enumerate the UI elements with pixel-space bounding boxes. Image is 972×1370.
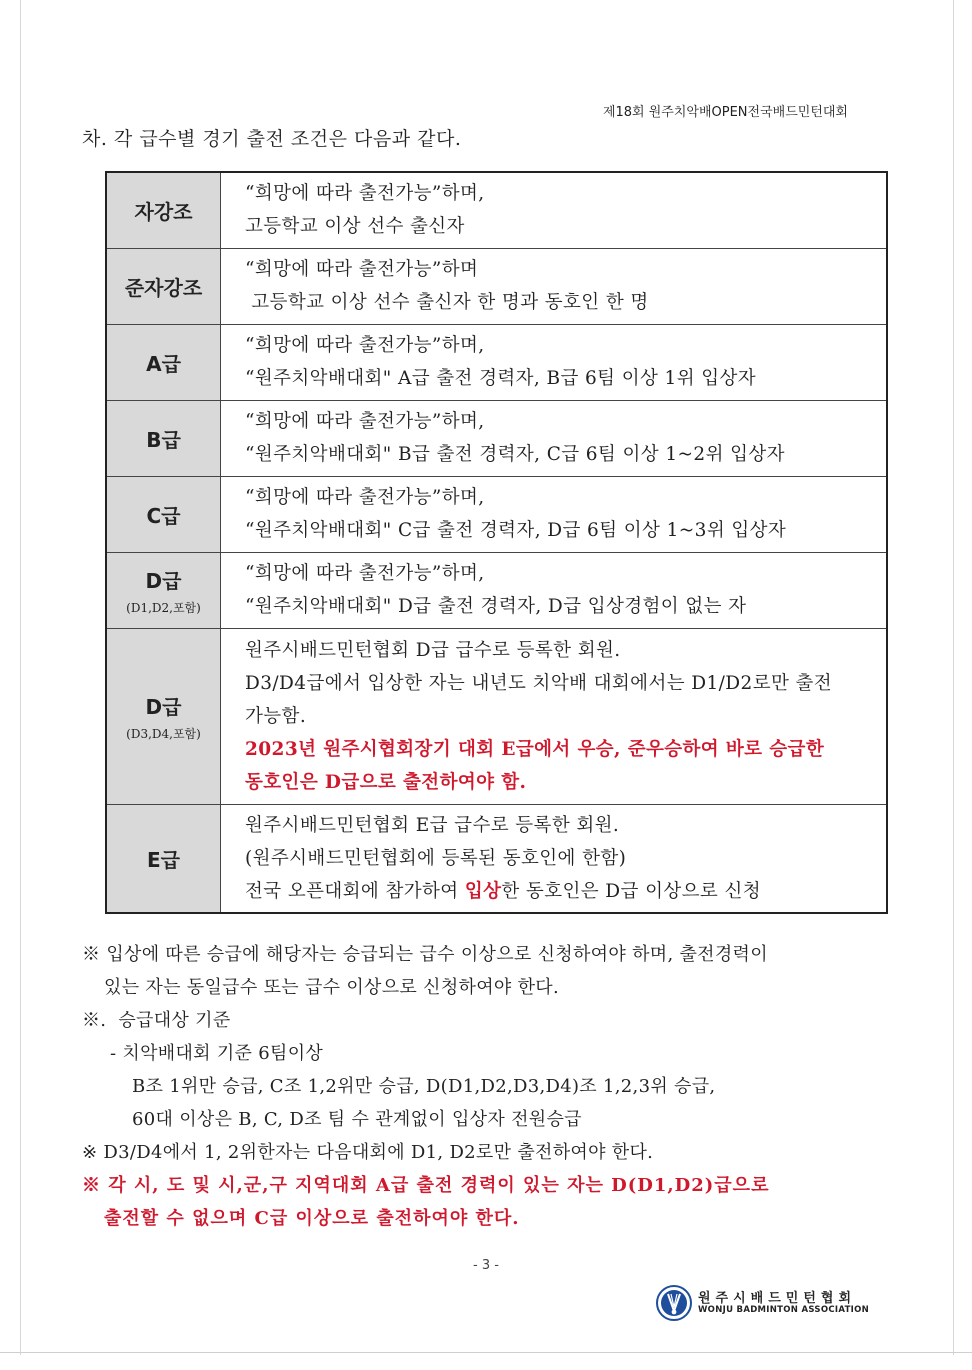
note-line: - 치악배대회 기준 6팀이상 <box>110 1043 324 1064</box>
page-divider <box>0 1352 972 1353</box>
association-name-en: WONJU BADMINTON ASSOCIATION <box>698 1305 870 1315</box>
grade-label: 자강조 <box>106 172 221 248</box>
grade-description: 원주시배드민턴협회 D급 급수로 등록한 회원. D3/D4급에서 입상한 자는 내년도 치악배 대회에서는 D1/D2로만 출전 가능함. 2023년 원주시협회장기 대회 E급에서 우승, 준우승하여 바로 승급한 동호인은 D급으로 출전하여야 함. <box>221 628 888 804</box>
section-intro: 차. 각 급수별 경기 출전 조건은 다음과 같다. <box>82 128 462 150</box>
notes-section <box>82 938 902 1235</box>
grade-label: C급 <box>106 476 221 552</box>
note-line: ※ 입상에 따른 승급에 해당자는 승급되는 급수 이상으로 신청하여야 하며, 출전경력이 <box>82 944 768 965</box>
table-row <box>106 248 887 324</box>
grade-sublabel: (D3,D4,포함) <box>126 726 201 741</box>
table-row <box>106 476 887 552</box>
table-row <box>106 804 887 913</box>
grade-description: “희망에 따라 출전가능”하며, 고등학교 이상 선수 출신자 <box>221 172 888 248</box>
association-name-ko: 원주시배드민턴협회 <box>698 1291 857 1306</box>
table-row <box>106 628 887 804</box>
grade-label: 준자강조 <box>106 248 221 324</box>
grade-label: E급 <box>106 804 221 913</box>
grade-label: D급 (D1,D2,포함) <box>106 552 221 628</box>
note-line: B조 1위만 승급, C조 1,2위만 승급, D(D1,D2,D3,D4)조 1,2,3위 승급, <box>132 1076 716 1097</box>
grade-label: A급 <box>106 324 221 400</box>
grade-description: “희망에 따라 출전가능”하며, “원주치악배대회" A급 출전 경력자, B급 6팀 이상 1위 입상자 <box>221 324 888 400</box>
document-header: 제18회 원주치악배OPEN전국배드민턴대회 <box>602 105 848 120</box>
table-row <box>106 324 887 400</box>
red-note-line: 출전할 수 없으며 C급 이상으로 출전하여야 한다. <box>104 1208 520 1229</box>
grade-sublabel: (D1,D2,포함) <box>126 600 201 615</box>
grade-description: “희망에 따라 출전가능”하며 고등학교 이상 선수 출신자 한 명과 동호인 한 명 <box>221 248 888 324</box>
note-line: ※. 승급대상 기준 <box>82 1010 231 1031</box>
grade-description: “희망에 따라 출전가능”하며, “원주치악배대회" D급 출전 경력자, D급 입상경험이 없는 자 <box>221 552 888 628</box>
grade-description: 원주시배드민턴협회 E급 급수로 등록한 회원. (원주시배드민턴협회에 등록된 동호인에 한함) 전국 오픈대회에 참가하여 입상한 동호인은 D급 이상으로 신청 <box>221 804 888 913</box>
red-notice: 동호인은 D급으로 출전하여야 함. <box>245 771 527 793</box>
grade-description: “희망에 따라 출전가능”하며, “원주치악배대회" C급 출전 경력자, D급 6팀 이상 1~3위 입상자 <box>221 476 888 552</box>
red-note-line: ※ 각 시, 도 및 시,군,구 지역대회 A급 출전 경력이 있는 자는 D(D1,D2)급으로 <box>82 1175 770 1196</box>
highlight-word: 입상 <box>464 880 502 902</box>
association-logo-icon <box>656 1285 692 1321</box>
red-notice: 2023년 원주시협회장기 대회 E급에서 우승, 준우승하여 바로 승급한 <box>245 738 825 760</box>
note-line: 60대 이상은 B, C, D조 팀 수 관계없이 입상자 전원승급 <box>132 1109 582 1130</box>
page-number: - 3 - <box>473 1258 499 1273</box>
grade-label: D급 (D3,D4,포함) <box>106 628 221 804</box>
note-line: ※ D3/D4에서 1, 2위한자는 다음대회에 D1, D2로만 출전하여야 한다. <box>82 1142 654 1163</box>
grade-label: B급 <box>106 400 221 476</box>
table-row <box>106 172 887 248</box>
table-row <box>106 400 887 476</box>
grade-conditions-table <box>105 171 888 914</box>
note-line: 있는 자는 동일급수 또는 급수 이상으로 신청하여야 한다. <box>104 977 559 998</box>
table-row <box>106 552 887 628</box>
grade-description: “희망에 따라 출전가능”하며, “원주치악배대회" B급 출전 경력자, C급 6팀 이상 1~2위 입상자 <box>221 400 888 476</box>
